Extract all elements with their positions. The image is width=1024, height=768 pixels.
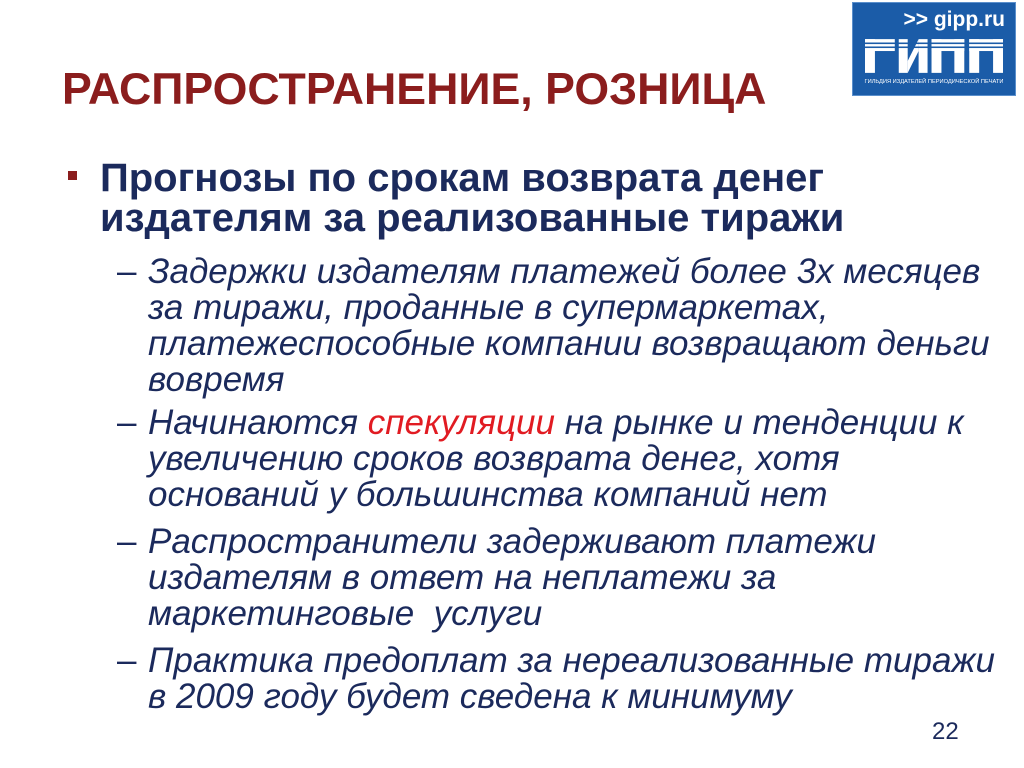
sub-bullet-line: Распространители задерживают платежи	[148, 522, 876, 561]
dash-bullet-marker: –	[117, 641, 137, 680]
slide-title: РАСПРОСТРАНЕНИЕ, РОЗНИЦА	[62, 65, 767, 114]
logo-caption: ГИЛЬДИЯ ИЗДАТЕЛЕЙ ПЕРИОДИЧЕСКОЙ ПЕЧАТИ	[864, 79, 1004, 85]
logo-letter-g	[865, 39, 895, 73]
bullet-line: издателям за реализованные тиражи	[100, 196, 845, 240]
sub-bullet-line: платежеспособные компании возвращают деньги	[148, 324, 990, 363]
sub-bullet-item	[117, 522, 876, 633]
logo-letter-p-second	[969, 39, 1003, 73]
dash-bullet-marker: –	[117, 252, 137, 291]
sub-bullet-line	[148, 405, 964, 441]
sub-bullet-line: Задержки издателям платежей более 3х месяцев	[148, 252, 981, 291]
bullet-item	[100, 158, 844, 238]
sub-bullet-line: увеличению сроков возврата денег, хотя	[148, 439, 840, 478]
sub-bullet-line: в 2009 году будет сведена к минимуму	[148, 677, 792, 716]
sub-bullet-item	[117, 252, 990, 399]
logo-site-text: >> gipp.ru	[903, 8, 1005, 31]
sub-bullet-line: за тиражи, проданные в супермаркетах,	[148, 288, 829, 327]
gipp-logo-mark-icon	[865, 39, 1004, 73]
dash-bullet-marker: –	[117, 403, 137, 442]
bullet-line: Прогнозы по срокам возврата денег	[100, 156, 825, 200]
square-bullet-icon	[68, 171, 77, 180]
gipp-logo	[852, 2, 1016, 96]
sub-bullet-line: Практика предоплат за нереализованные тиражи	[148, 641, 995, 680]
line-text: Начинаются	[148, 403, 368, 442]
sub-bullet-line: оснований у большинства компаний нет	[148, 475, 828, 514]
sub-bullet-line: маркетинговые услуги	[148, 594, 543, 633]
dash-bullet-marker: –	[117, 522, 137, 561]
line-text: на рынке и тенденции к	[554, 403, 964, 442]
logo-letter-p-first	[932, 39, 965, 73]
sub-bullet-line: вовремя	[148, 360, 285, 399]
page-number: 22	[932, 718, 959, 745]
sub-bullet-item	[117, 641, 995, 716]
highlighted-word: спекуляции	[367, 403, 555, 442]
sub-bullet-item	[117, 403, 964, 514]
sub-bullet-line: издателям в ответ на неплатежи за	[148, 558, 777, 597]
logo-letter-i	[899, 39, 928, 73]
